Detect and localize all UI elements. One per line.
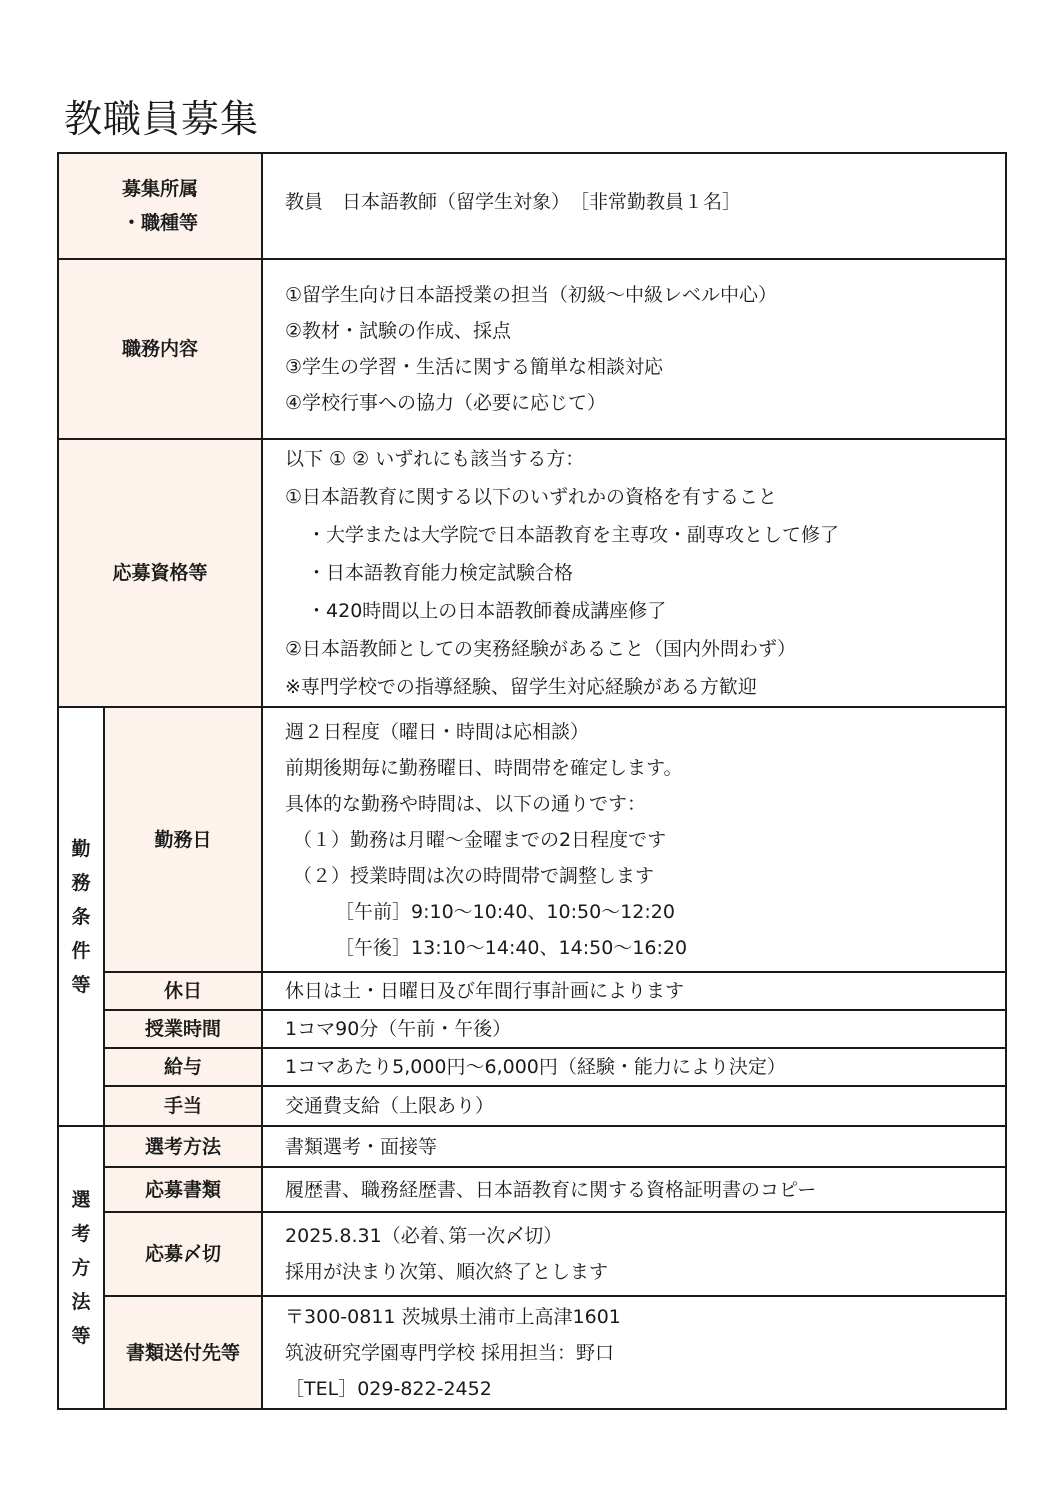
qualifications-label: 応募資格等 [58,439,262,707]
work-days-line: 具体的な勤務や時間は、以下の通りです： [285,792,647,815]
conditions-label-char: 勤 [71,837,91,860]
deadline-label: 応募〆切 [104,1212,262,1296]
row-salary [58,1048,1006,1086]
affiliation-label-line2: ・職種等 [122,212,199,234]
holidays-value: 休日は土・日曜日及び年間行事計画によります [262,972,1006,1010]
duty-line: ②教材・試験の作成、採点 [285,320,512,342]
class-time-label: 授業時間 [104,1010,262,1048]
recruitment-table [57,152,1007,1410]
duty-line: ①留学生向け日本語授業の担当（初級～中級レベル中心） [285,284,778,306]
qualification-line: 以下 ① ② いずれにも該当する方： [285,448,585,470]
send-to-value [262,1296,1006,1409]
qualification-line: ②日本語教師としての実務経験があること（国内外問わず） [285,638,797,660]
affiliation-label-line1: 募集所属 [122,178,199,200]
row-duties [58,259,1006,439]
send-to-line: ［TEL］029-822-2452 [285,1377,492,1400]
qualification-line: ※専門学校での指導経験、留学生対応経験がある方歓迎 [285,676,757,698]
qualification-line: ・日本語教育能力検定試験合格 [307,562,574,584]
affiliation-text: 教員 日本語教師（留学生対象） ［非常勤教員１名］ [285,191,742,213]
selection-group-label [58,1126,104,1409]
row-send-to [58,1296,1006,1409]
documents-value: 履歴書、職務経歴書、日本語教育に関する資格証明書のコピー [262,1167,1006,1212]
work-days-value [262,707,1006,972]
selection-label-char: 法 [71,1290,91,1313]
send-to-label: 書類送付先等 [104,1296,262,1409]
work-days-line: 週２日程度（曜日・時間は応相談） [285,720,590,743]
row-allowance [58,1086,1006,1126]
row-deadline [58,1212,1006,1296]
class-time-value: 1コマ90分（午前・午後） [262,1010,1006,1048]
conditions-label-char: 件 [71,939,91,962]
row-affiliation [58,153,1006,259]
selection-label-char: 考 [71,1222,91,1245]
row-class-time [58,1010,1006,1048]
work-days-line: （２）授業時間は次の時間帯で調整します [293,864,655,887]
work-days-label: 勤務日 [104,707,262,972]
conditions-label-char: 等 [71,973,91,996]
row-selection-method [58,1126,1006,1167]
row-holidays [58,972,1006,1010]
conditions-label-char: 条 [71,905,91,928]
duty-line: ④学校行事への協力（必要に応じて） [285,392,607,414]
qualifications-value [262,439,1006,707]
work-days-line: （１）勤務は月曜～金曜までの2日程度です [293,828,667,851]
work-days-line: ［午前］9:10～10:40、10:50～12:20 [335,900,675,923]
qualification-line: ・大学または大学院で日本語教育を主専攻・副専攻として修了 [307,524,840,546]
row-work-days [58,707,1006,972]
page-title: 教職員募集 [64,97,260,141]
selection-method-value: 書類選考・面接等 [262,1126,1006,1167]
allowance-label: 手当 [104,1086,262,1126]
selection-label-char: 方 [71,1256,91,1279]
selection-label-char: 選 [71,1188,91,1211]
duties-value [262,259,1006,439]
salary-label: 給与 [104,1048,262,1086]
holidays-label: 休日 [104,972,262,1010]
selection-method-label: 選考方法 [104,1126,262,1167]
allowance-value: 交通費支給（上限あり） [262,1086,1006,1126]
qualification-line: ・420時間以上の日本語教師養成講座修了 [307,600,667,622]
work-days-line: ［午後］13:10～14:40、14:50～16:20 [335,936,688,959]
salary-value: 1コマあたり5,000円～6,000円（経験・能力により決定） [262,1048,1006,1086]
deadline-line: 2025.8.31（必着､第一次〆切） [285,1225,563,1247]
deadline-line: 採用が決まり次第、順次終了とします [285,1261,609,1283]
send-to-line: 筑波研究学園専門学校 採用担当：野口 [285,1341,615,1364]
duty-line: ③学生の学習・生活に関する簡単な相談対応 [285,356,664,378]
send-to-line: 〒300-0811 茨城県土浦市上高津1601 [285,1305,621,1328]
row-application-documents [58,1167,1006,1212]
work-days-line: 前期後期毎に勤務曜日、時間帯を確定します。 [285,756,683,779]
duties-label: 職務内容 [58,259,262,439]
row-qualifications [58,439,1006,707]
affiliation-value [262,153,1006,259]
affiliation-label [58,153,262,259]
conditions-group-label [58,707,104,1126]
deadline-value [262,1212,1006,1296]
qualification-line: ①日本語教育に関する以下のいずれかの資格を有すること [285,486,778,508]
selection-label-char: 等 [71,1324,91,1347]
conditions-label-char: 務 [71,871,91,894]
documents-label: 応募書類 [104,1167,262,1212]
